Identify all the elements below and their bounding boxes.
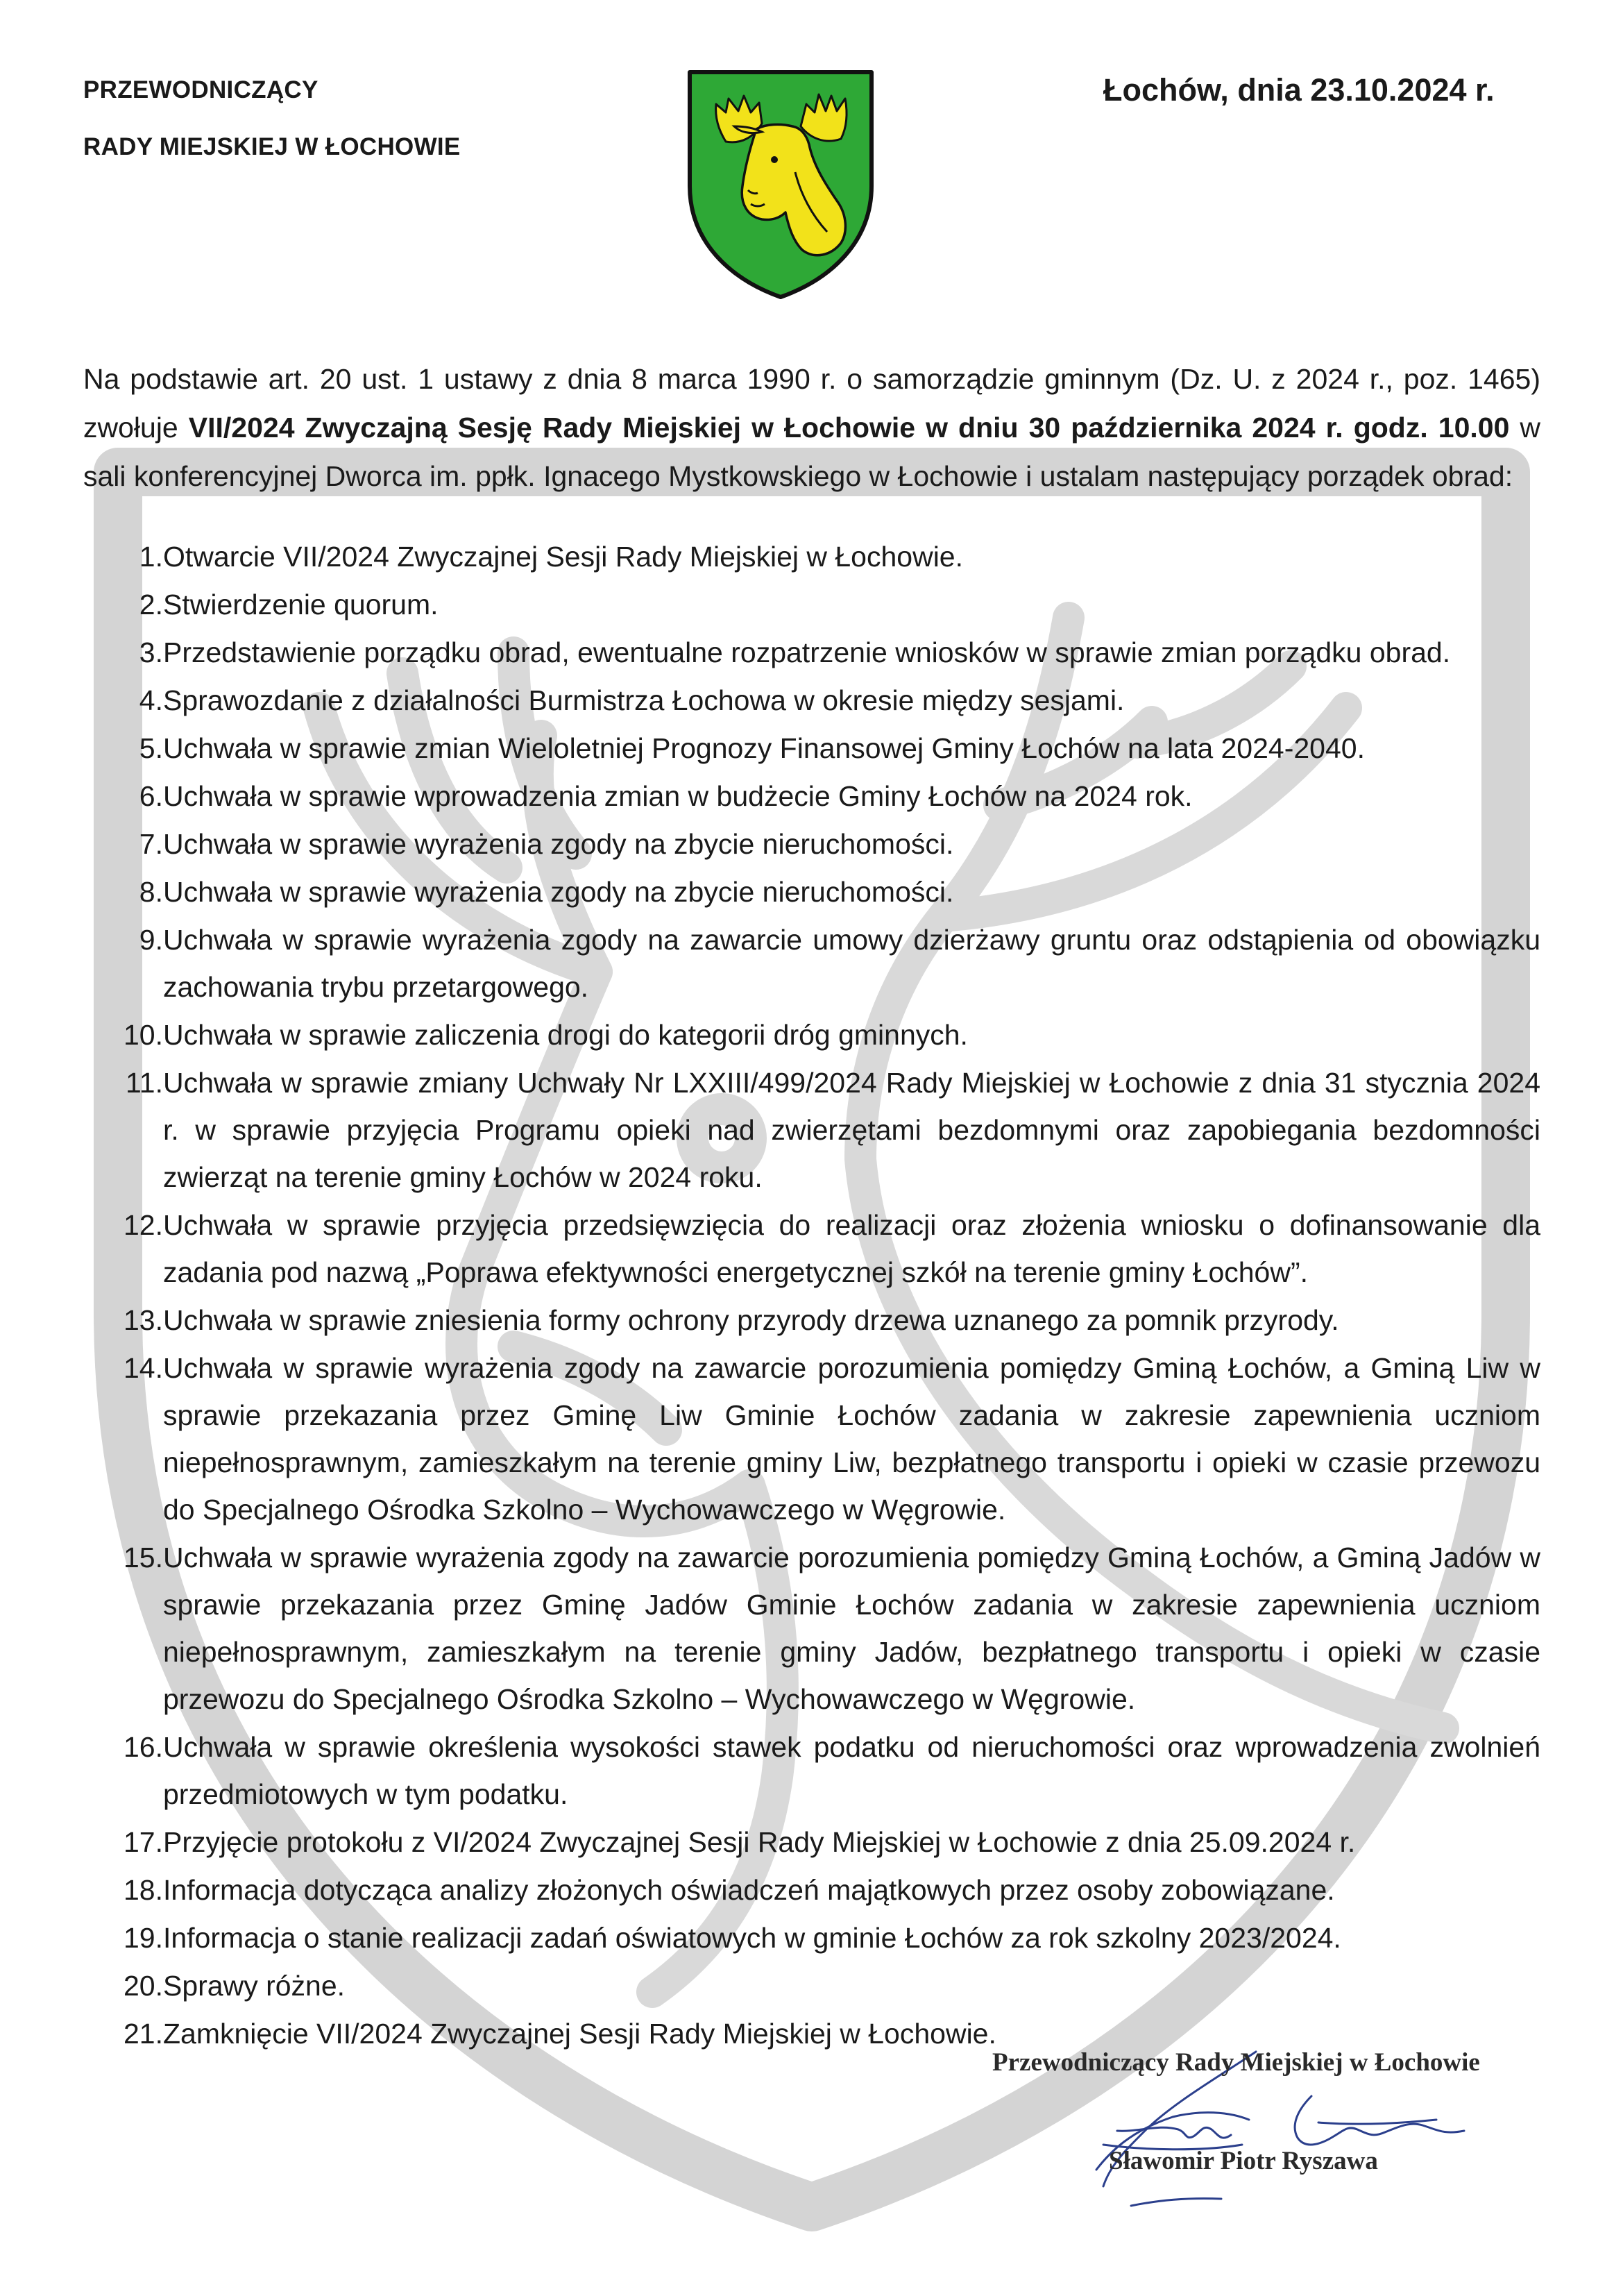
session-announcement: VII/2024 Zwyczajną Sesję Rady Miejskiej w Łochowie w dniu 30 października 2024 r. godz. 10.00 [188, 412, 1510, 444]
agenda-item-text: Przedstawienie porządku obrad, ewentualne rozpatrzenie wniosków w sprawie zmian porządku obrad. [163, 636, 1451, 668]
agenda-item [83, 868, 1540, 915]
agenda-item-text: Zamknięcie VII/2024 Zwyczajnej Sesji Rady Miejskiej w Łochowie. [163, 2018, 996, 2050]
agenda-item-text: Uchwała w sprawie wyrażenia zgody na zawarcie porozumienia pomiędzy Gminą Łochów, a Gminą Jadów w sprawie przekazania przez Gminę Jadów Gminie Łochów zadania w zakresie zapewnienia uczniom niepełnosprawnym, zamieszkałym na terenie gminy Jadów, bezpłatnego transportu i opieki w czasie przewozu do Specjalnego Ośrodka Szkolno – Wychowawczego w Węgrowie. [163, 1542, 1540, 1715]
agenda-item-number: 6. [139, 780, 163, 812]
agenda-item [83, 629, 1540, 676]
agenda-item-number: 11. [126, 1067, 163, 1099]
agenda-item-text: Uchwała w sprawie wyrażenia zgody na zbycie nieruchomości. [163, 876, 954, 908]
agenda-item-text: Sprawy różne. [163, 1970, 346, 2002]
agenda-item-text: Uchwała w sprawie zmian Wieloletniej Prognozy Finansowej Gminy Łochów na lata 2024-2040. [163, 732, 1365, 764]
agenda-item-number: 17. [124, 1826, 163, 1858]
agenda-item-number: 3. [139, 636, 163, 668]
agenda-item-text: Otwarcie VII/2024 Zwyczajnej Sesji Rady Miejskiej w Łochowie. [163, 541, 964, 573]
agenda-item [83, 1723, 1540, 1818]
agenda-item [83, 725, 1540, 772]
agenda-list [83, 533, 1540, 2058]
agenda-item-text: Przyjęcie protokołu z VI/2024 Zwyczajnej Sesji Rady Miejskiej w Łochowie z dnia 25.09.2024 r. [163, 1826, 1356, 1858]
agenda-item [83, 820, 1540, 868]
intro-text-1: Na podstawie art. 20 ust. 1 ustawy z dnia 8 marca 1990 r. o samorządzie gminnym (Dz. U. z 2024 r., poz. 1465) zwołuje [83, 363, 1540, 444]
agenda-item-number: 14. [124, 1352, 163, 1384]
agenda-item [83, 533, 1540, 580]
agenda-item [83, 1297, 1540, 1344]
agenda-item-text: Uchwała w sprawie przyjęcia przedsięwzięcia do realizacji oraz złożenia wniosku o dofinansowanie dla zadania pod nazwą „Poprawa efektywności energetycznej szkół na terenie gminy Łochów”. [163, 1209, 1540, 1288]
agenda-item-number: 8. [139, 876, 163, 908]
agenda-item-number: 9. [139, 924, 163, 956]
agenda-item [83, 1962, 1540, 2009]
agenda-item-number: 4. [139, 684, 163, 716]
coat-of-arms-emblem [684, 68, 877, 301]
signature-block [992, 2048, 1547, 2228]
agenda-item [83, 677, 1540, 724]
agenda-item-number: 21. [124, 2018, 163, 2050]
agenda-item-number: 15. [124, 1542, 163, 1573]
agenda-item-text: Uchwała w sprawie zaliczenia drogi do kategorii dróg gminnych. [163, 1019, 968, 1051]
agenda-item [83, 1011, 1540, 1058]
signature-title: Przewodniczący Rady Miejskiej w Łochowie [992, 2048, 1480, 2077]
agenda-item [83, 1201, 1540, 1296]
agenda-item-number: 20. [124, 1970, 163, 2002]
agenda-item-number: 1. [139, 541, 163, 573]
agenda-item [83, 1866, 1540, 1914]
issuer-line-2: RADY MIEJSKIEJ W ŁOCHOWIE [83, 133, 461, 160]
agenda-item [83, 1818, 1540, 1866]
place-and-date: Łochów, dnia 23.10.2024 r. [1103, 72, 1495, 108]
signatory-name: Sławomir Piotr Ryszawa [1109, 2147, 1378, 2175]
agenda-item-text: Stwierdzenie quorum. [163, 589, 439, 621]
agenda-item-text: Uchwała w sprawie zniesienia formy ochrony przyrody drzewa uznanego za pomnik przyrody. [163, 1304, 1339, 1336]
agenda-item-number: 19. [124, 1922, 163, 1954]
agenda-item-text: Uchwała w sprawie wyrażenia zgody na zawarcie umowy dzierżawy gruntu oraz odstąpienia od obowiązku zachowania trybu przetargowego. [163, 924, 1540, 1003]
intro-paragraph [83, 355, 1540, 500]
agenda-item-number: 13. [124, 1304, 163, 1336]
agenda-item-number: 12. [124, 1209, 163, 1241]
agenda-item-text: Uchwała w sprawie określenia wysokości stawek podatku od nieruchomości oraz wprowadzenia zwolnień przedmiotowych w tym podatku. [163, 1731, 1540, 1810]
issuer-line-1: PRZEWODNICZĄCY [83, 76, 318, 103]
agenda-item [83, 1059, 1540, 1201]
agenda-item-text: Informacja dotycząca analizy złożonych oświadczeń majątkowych przez osoby zobowiązane. [163, 1874, 1335, 1906]
agenda-item [83, 1534, 1540, 1723]
agenda-item [83, 1914, 1540, 1961]
agenda-item-text: Uchwała w sprawie wprowadzenia zmian w budżecie Gminy Łochów na 2024 rok. [163, 780, 1193, 812]
agenda-item [83, 916, 1540, 1011]
agenda-item-number: 5. [139, 732, 163, 764]
agenda-item-text: Informacja o stanie realizacji zadań oświatowych w gminie Łochów za rok szkolny 2023/2024. [163, 1922, 1341, 1954]
agenda-item [83, 773, 1540, 820]
agenda-item-number: 10. [124, 1019, 163, 1051]
issuer-block [83, 76, 461, 161]
agenda-item-number: 18. [124, 1874, 163, 1906]
agenda-item [83, 1344, 1540, 1533]
agenda-item-text: Uchwała w sprawie wyrażenia zgody na zawarcie porozumienia pomiędzy Gminą Łochów, a Gminą Liw w sprawie przekazania przez Gminę Liw Gminie Łochów zadania w zakresie zapewnienia uczniom niepełnosprawnym, zamieszkałym na terenie gminy Liw, bezpłatnego transportu i opieki w czasie przewozu do Specjalnego Ośrodka Szkolno – Wychowawczego w Węgrowie. [163, 1352, 1540, 1526]
agenda-item-number: 7. [139, 828, 163, 860]
agenda-item-text: Sprawozdanie z działalności Burmistrza Łochowa w okresie między sesjami. [163, 684, 1125, 716]
agenda-item [83, 581, 1540, 628]
agenda-item-text: Uchwała w sprawie wyrażenia zgody na zbycie nieruchomości. [163, 828, 954, 860]
agenda-item-text: Uchwała w sprawie zmiany Uchwały Nr LXXIII/499/2024 Rady Miejskiej w Łochowie z dnia 31 stycznia 2024 r. w sprawie przyjęcia Programu opieki nad zwierzętami bezdomnymi oraz zapobiegania bezdomności zwierząt na terenie gminy Łochów w 2024 roku. [163, 1067, 1540, 1193]
agenda-item-number: 16. [124, 1731, 163, 1763]
intro-text-2: w sali konferencyjnej Dworca im. ppłk. Ignacego Mystkowskiego w Łochowie i ustalam następujący porządek obrad: [83, 412, 1541, 492]
agenda-item-number: 2. [139, 589, 163, 621]
